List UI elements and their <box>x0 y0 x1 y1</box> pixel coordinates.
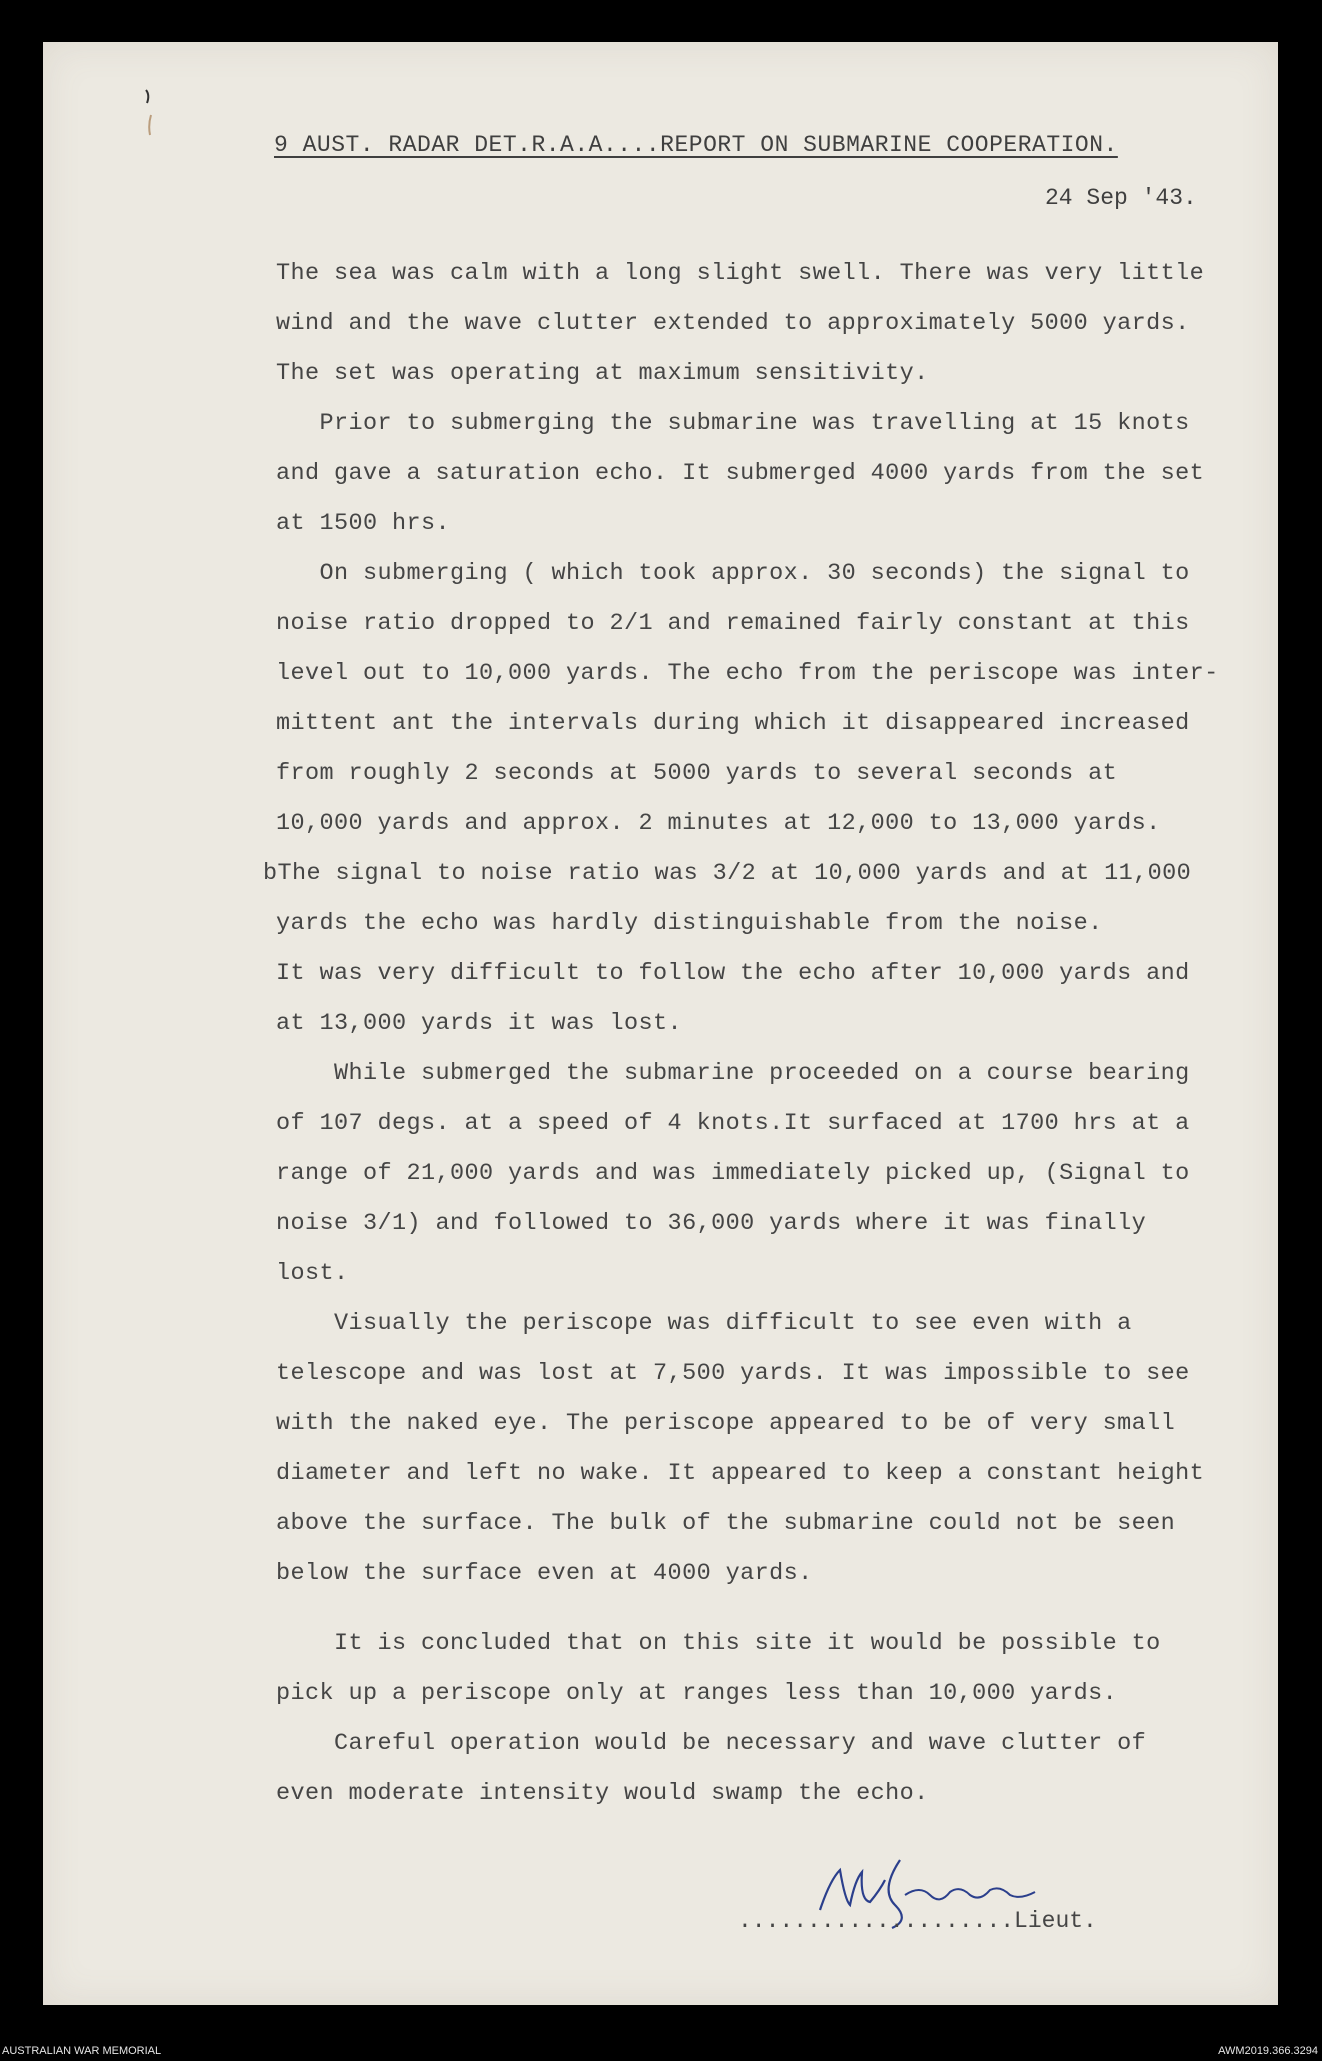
body-line: Visually the periscope was difficult to see even with a <box>276 1310 1132 1337</box>
body-line: The sea was calm with a long slight swell. There was very little <box>276 260 1205 287</box>
body-line: It is concluded that on this site it would be possible to <box>276 1630 1161 1657</box>
body-line: While submerged the submarine proceeded on a course bearing <box>276 1060 1190 1087</box>
body-line: from roughly 2 seconds at 5000 yards to several seconds at <box>276 760 1118 787</box>
body-line: noise ratio dropped to 2/1 and remained fairly constant at this <box>276 610 1190 637</box>
report-date: 24 Sep '43. <box>1045 185 1197 211</box>
body-line: at 1500 hrs. <box>276 510 451 537</box>
body-line: even moderate intensity would swamp the echo. <box>276 1780 929 1807</box>
body-line: bThe signal to noise ratio was 3/2 at 10,000 yards and at 11,000 <box>263 860 1192 887</box>
body-line: 10,000 yards and approx. 2 minutes at 12,000 to 13,000 yards. <box>276 810 1161 837</box>
body-line: On submerging ( which took approx. 30 seconds) the signal to <box>276 560 1190 587</box>
body-line: level out to 10,000 yards. The echo from the periscope was inter- <box>276 660 1219 687</box>
body-line: It was very difficult to follow the echo after 10,000 yards and <box>276 960 1190 987</box>
body-line: at 13,000 yards it was lost. <box>276 1010 683 1037</box>
body-line: yards the echo was hardly distinguishable from the noise. <box>276 910 1103 937</box>
body-line: wind and the wave clutter extended to approximately 5000 yards. <box>276 310 1190 337</box>
body-line: and gave a saturation echo. It submerged 4000 yards from the set <box>276 460 1205 487</box>
body-line: range of 21,000 yards and was immediately picked up, (Signal to <box>276 1160 1190 1187</box>
pin-mark <box>138 85 158 145</box>
signature-line: ....................Lieut. <box>738 1908 1097 1934</box>
body-line: Prior to submerging the submarine was travelling at 15 knots <box>276 410 1190 437</box>
body-line: diameter and left no wake. It appeared to keep a constant height <box>276 1460 1205 1487</box>
body-line: lost. <box>276 1260 349 1287</box>
body-line: Careful operation would be necessary and wave clutter of <box>276 1730 1147 1757</box>
body-line: mittent ant the intervals during which it disappeared increased <box>276 710 1190 737</box>
body-line: pick up a periscope only at ranges less than 10,000 yards. <box>276 1680 1118 1707</box>
body-line: with the naked eye. The periscope appeared to be of very small <box>276 1410 1176 1437</box>
body-line: telescope and was lost at 7,500 yards. It was impossible to see <box>276 1360 1190 1387</box>
body-line: above the surface. The bulk of the submarine could not be seen <box>276 1510 1176 1537</box>
body-line: of 107 degs. at a speed of 4 knots.It surfaced at 1700 hrs at a <box>276 1110 1190 1137</box>
body-line: noise 3/1) and followed to 36,000 yards where it was finally <box>276 1210 1147 1237</box>
body-line: The set was operating at maximum sensitivity. <box>276 360 929 387</box>
body-line: below the surface even at 4000 yards. <box>276 1560 813 1587</box>
footer-institution: AUSTRALIAN WAR MEMORIAL <box>2 2045 162 2057</box>
report-title: 9 AUST. RADAR DET.R.A.A....REPORT ON SUBMARINE COOPERATION. <box>274 132 1118 158</box>
footer-accession-number: AWM2019.366.3294 <box>1218 2045 1318 2057</box>
